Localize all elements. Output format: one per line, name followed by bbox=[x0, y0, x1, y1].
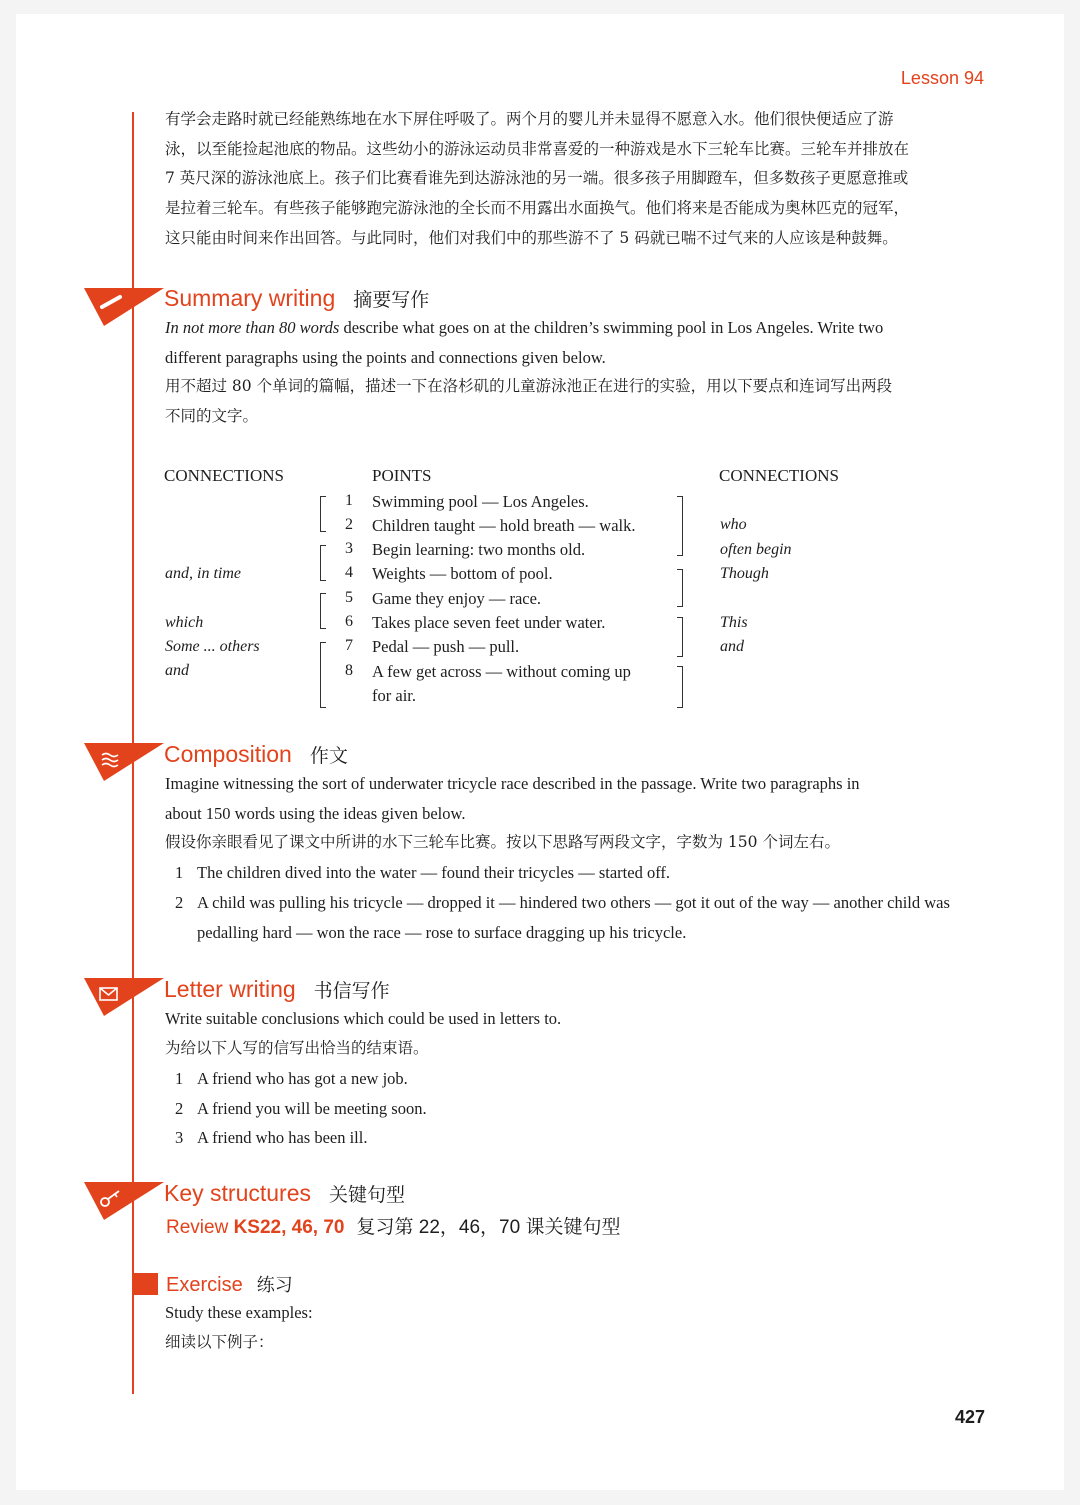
point-text: Pedal — push — pull. bbox=[372, 637, 520, 656]
point-number: 5 bbox=[345, 589, 353, 606]
connection-left: Some ... others bbox=[165, 638, 260, 655]
connection-right: who bbox=[720, 516, 747, 533]
letter-heading bbox=[164, 976, 390, 1003]
translation-line: 7 英尺深的游泳池底上。孩子们比赛看谁先到达游泳池的另一端。很多孩子用脚蹬车，但多数孩子更愿意推或 bbox=[165, 169, 909, 188]
translation-line: 这只能由时间来作出回答。与此同时，他们对我们中的那些游不了 5 码就已喘不过气来的人应该是种鼓舞。 bbox=[165, 228, 898, 247]
right-bracket bbox=[677, 496, 683, 556]
point-text: Swimming pool — Los Angeles. bbox=[372, 492, 589, 511]
point-number: 7 bbox=[345, 637, 353, 654]
letter-item-number: 1 bbox=[175, 1069, 184, 1088]
letter-item-number: 2 bbox=[175, 1099, 184, 1118]
summary-instructions bbox=[165, 313, 990, 432]
connections-left-header: CONNECTIONS bbox=[164, 466, 284, 485]
letter-title: Letter writing bbox=[164, 976, 296, 1002]
exercise-instructions bbox=[165, 1298, 990, 1357]
summary-heading bbox=[164, 285, 429, 312]
connection-left: and, in time bbox=[165, 565, 241, 582]
exercise-heading bbox=[166, 1271, 293, 1297]
review-cn: 复习第 22，46，70 课关键句型 bbox=[356, 1217, 621, 1238]
translation-line: 泳，以至能捡起池底的物品。这些幼小的游泳运动员非常喜爱的一种游戏是水下三轮车比赛。三轮车并排放在 bbox=[165, 139, 910, 158]
summary-instr-line2: different paragraphs using the points and connections given below. bbox=[165, 347, 606, 367]
key-structures-heading bbox=[164, 1180, 405, 1207]
composition-line1: Imagine witnessing the sort of underwater tricycle race described in the passage. Write two paragraphs in bbox=[165, 774, 860, 793]
letter-instructions bbox=[165, 1004, 990, 1063]
translation-line: 是拉着三轮车。有些孩子能够跑完游泳池的全长而不用露出水面换气。他们将来是否能成为奥林匹克的冠军， bbox=[165, 199, 910, 218]
point-text: Begin learning: two months old. bbox=[372, 540, 586, 559]
point-text-continuation: for air. bbox=[372, 686, 416, 705]
point-number: 6 bbox=[345, 613, 353, 630]
point-text: Takes place seven feet under water. bbox=[372, 613, 606, 632]
letter-item-number: 3 bbox=[175, 1128, 184, 1147]
connection-right: This bbox=[720, 614, 748, 631]
letter-title-cn: 书信写作 bbox=[313, 981, 390, 1002]
exercise-title: Exercise bbox=[166, 1274, 243, 1296]
waves-icon bbox=[84, 743, 164, 783]
letter-item-text: A friend you will be meeting soon. bbox=[197, 1099, 427, 1118]
letter-item-text: A friend who has got a new job. bbox=[197, 1069, 408, 1088]
composition-item-text: The children dived into the water — found their tricycles — started off. bbox=[197, 863, 671, 882]
left-bracket bbox=[320, 593, 326, 629]
key-icon bbox=[84, 1182, 164, 1222]
summary-title-cn: 摘要写作 bbox=[353, 290, 430, 311]
letter-item-text: A friend who has been ill. bbox=[197, 1128, 368, 1147]
right-bracket bbox=[677, 617, 683, 657]
composition-title-cn: 作文 bbox=[309, 746, 348, 767]
composition-item-number: 2 bbox=[175, 893, 184, 912]
review-lessons: KS22, 46, 70 bbox=[233, 1217, 345, 1238]
right-bracket bbox=[677, 666, 683, 708]
left-bracket bbox=[320, 642, 326, 708]
translation-line: 有学会走路时就已经能熟练地在水下屏住呼吸了。两个月的婴儿并未显得不愿意入水。他们很快便适应了游 bbox=[165, 110, 894, 128]
composition-heading bbox=[164, 741, 348, 768]
exercise-line: Study these examples: bbox=[165, 1303, 313, 1322]
summary-instr-cn1: 用不超过 80 个单词的篇幅，描述一下在洛杉矶的儿童游泳池正在进行的实验，用以下要点和连词写出两段 bbox=[165, 377, 893, 396]
left-bracket bbox=[320, 545, 326, 581]
exercise-cn: 细读以下例子： bbox=[165, 1332, 274, 1351]
composition-item-text: A child was pulling his tricycle — dropped it — hindered two others — got it out of the way — another child was pedalling hard — won the race — rose to surface dragging up his tricycle. bbox=[197, 893, 950, 942]
point-number: 4 bbox=[345, 564, 353, 581]
left-bracket bbox=[320, 496, 326, 532]
connection-right: Though bbox=[720, 565, 769, 582]
key-structures-title: Key structures bbox=[164, 1180, 311, 1206]
exercise-title-cn: 练习 bbox=[256, 1275, 293, 1295]
translation-paragraph bbox=[165, 105, 990, 254]
summary-instr-rest: describe what goes on at the children’s swimming pool in Los Angeles. Write two bbox=[339, 318, 884, 337]
point-text: Game they enjoy — race. bbox=[372, 589, 542, 608]
points-header: POINTS bbox=[372, 466, 432, 485]
summary-title: Summary writing bbox=[164, 285, 336, 311]
letter-cn: 为给以下人写的信写出恰当的结束语。 bbox=[165, 1038, 429, 1057]
review-line bbox=[166, 1212, 620, 1239]
pencil-icon bbox=[84, 288, 164, 328]
summary-instr-cn2: 不同的文字。 bbox=[165, 407, 259, 426]
connection-right: and bbox=[720, 638, 744, 655]
connection-right: often begin bbox=[720, 541, 792, 558]
point-number: 2 bbox=[345, 516, 353, 533]
review-prefix: Review bbox=[166, 1217, 234, 1238]
point-number: 8 bbox=[345, 662, 353, 679]
point-number: 3 bbox=[345, 540, 353, 557]
connection-left: and bbox=[165, 662, 189, 679]
point-text: Children taught — hold breath — walk. bbox=[372, 516, 636, 535]
page-number: 427 bbox=[955, 1407, 986, 1427]
connections-right-header: CONNECTIONS bbox=[719, 466, 839, 485]
composition-item-number: 1 bbox=[175, 863, 184, 882]
lesson-label: Lesson 94 bbox=[900, 68, 984, 88]
point-text: Weights — bottom of pool. bbox=[372, 564, 553, 583]
composition-cn: 假设你亲眼看见了课文中所讲的水下三轮车比赛。按以下思路写两段文字，字数为 150 个词左右。 bbox=[165, 833, 840, 852]
composition-instructions bbox=[165, 769, 990, 858]
exercise-marker bbox=[134, 1273, 158, 1295]
summary-instr-italic: In not more than 80 words bbox=[165, 318, 340, 337]
composition-title: Composition bbox=[164, 741, 292, 767]
right-bracket bbox=[677, 569, 683, 607]
envelope-icon bbox=[84, 978, 164, 1018]
composition-line2: about 150 words using the ideas given below. bbox=[165, 803, 466, 823]
key-structures-title-cn: 关键句型 bbox=[329, 1185, 406, 1206]
point-number: 1 bbox=[345, 492, 353, 509]
letter-line: Write suitable conclusions which could be used in letters to. bbox=[165, 1009, 562, 1028]
point-text: A few get across — without coming up bbox=[372, 662, 631, 681]
connection-left: which bbox=[165, 614, 204, 631]
